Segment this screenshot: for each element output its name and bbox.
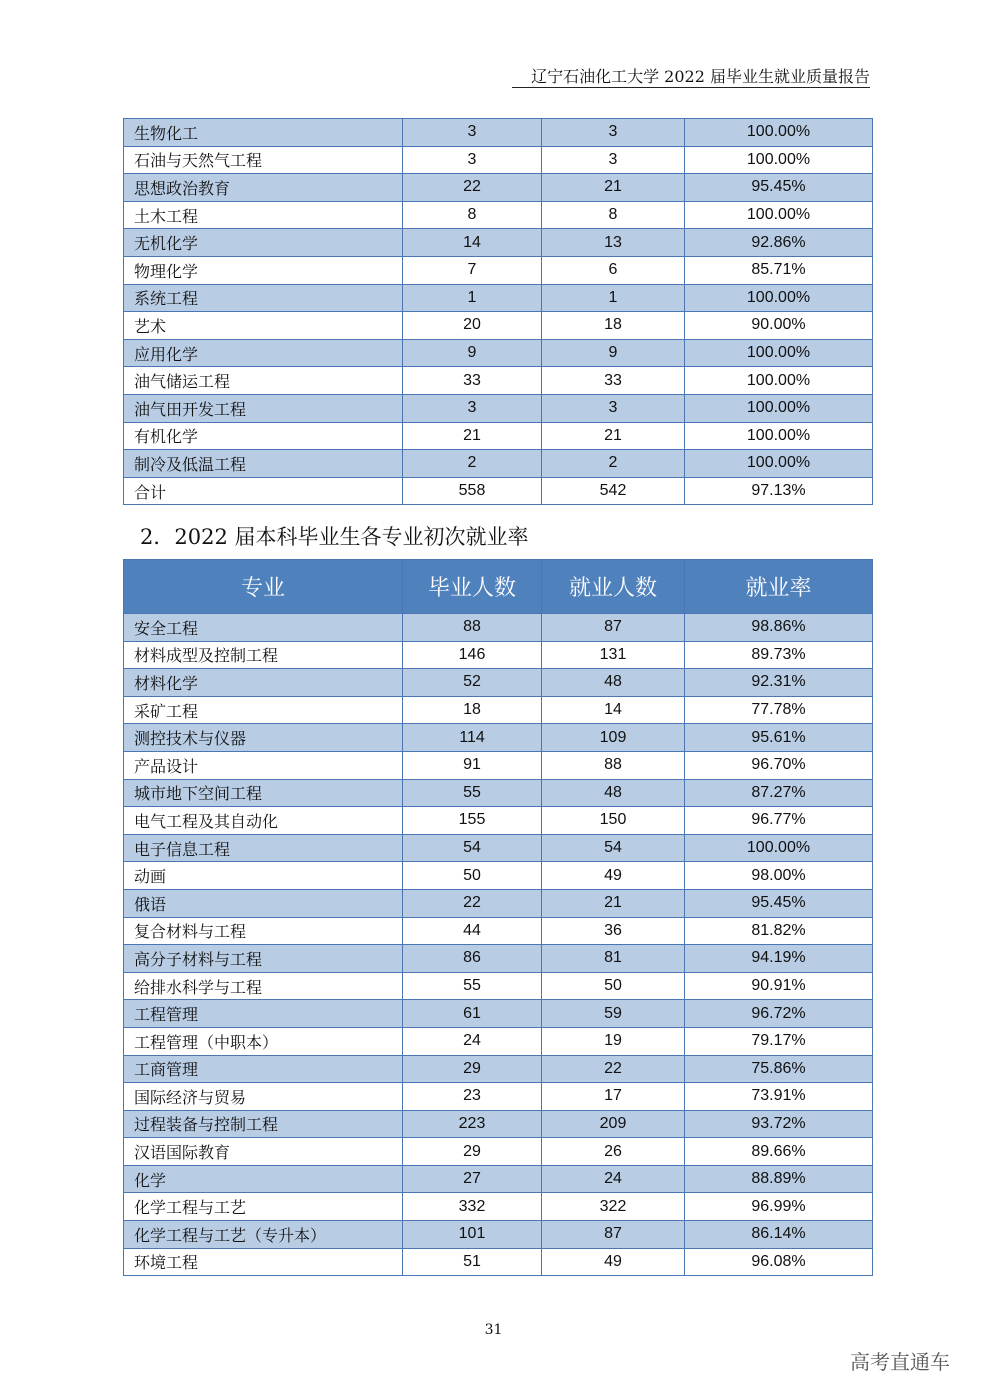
cell-major: 环境工程 [124,1248,403,1276]
cell-employed: 50 [542,972,685,1000]
table-row [124,284,873,312]
cell-employed: 150 [542,807,685,835]
cell-employed: 26 [542,1138,685,1166]
cell-employed: 3 [542,119,685,147]
cell-employed: 14 [542,696,685,724]
cell-employed: 36 [542,917,685,945]
table-row [124,696,873,724]
cell-major: 油气田开发工程 [124,394,403,422]
cell-employed: 48 [542,669,685,697]
cell-major: 油气储运工程 [124,367,403,395]
cell-rate: 100.00% [685,146,873,174]
cell-employed: 2 [542,450,685,478]
header-divider [512,87,870,88]
cell-employed: 18 [542,312,685,340]
table-row [124,339,873,367]
cell-major: 艺术 [124,312,403,340]
cell-rate: 85.71% [685,256,873,284]
cell-graduates: 52 [403,669,542,697]
cell-graduates: 88 [403,614,542,642]
cell-employed: 1 [542,284,685,312]
cell-graduates: 29 [403,1138,542,1166]
table-row [124,367,873,395]
cell-major: 工程管理 [124,1000,403,1028]
cell-major: 产品设计 [124,751,403,779]
cell-major: 制冷及低温工程 [124,450,403,478]
cell-graduates: 223 [403,1110,542,1138]
cell-employed: 22 [542,1055,685,1083]
cell-major: 化学工程与工艺 [124,1193,403,1221]
cell-rate: 95.45% [685,889,873,917]
cell-graduates: 61 [403,1000,542,1028]
cell-rate: 73.91% [685,1083,873,1111]
cell-rate: 86.14% [685,1221,873,1249]
cell-rate: 95.61% [685,724,873,752]
table-row [124,889,873,917]
cell-graduates: 155 [403,807,542,835]
cell-employed: 21 [542,174,685,202]
cell-graduates: 101 [403,1221,542,1249]
table-row [124,394,873,422]
cell-graduates: 332 [403,1193,542,1221]
cell-major: 城市地下空间工程 [124,779,403,807]
cell-employed: 49 [542,862,685,890]
cell-graduates: 1 [403,284,542,312]
cell-employed: 49 [542,1248,685,1276]
cell-rate: 87.27% [685,779,873,807]
cell-major: 安全工程 [124,614,403,642]
cell-rate: 88.89% [685,1165,873,1193]
cell-graduates: 3 [403,394,542,422]
bottom-table [123,559,873,1276]
cell-employed: 54 [542,834,685,862]
cell-major: 材料成型及控制工程 [124,641,403,669]
section-heading: 2．2022 届本科毕业生各专业初次就业率 [140,525,529,549]
cell-major: 石油与天然气工程 [124,146,403,174]
cell-graduates: 51 [403,1248,542,1276]
cell-major: 采矿工程 [124,696,403,724]
cell-major: 工程管理（中职本） [124,1027,403,1055]
cell-rate: 97.13% [685,477,873,505]
cell-rate: 98.00% [685,862,873,890]
cell-employed: 542 [542,477,685,505]
bottom-table-body [124,614,873,1276]
table-row [124,1248,873,1276]
cell-employed: 87 [542,614,685,642]
cell-graduates: 22 [403,889,542,917]
cell-major: 土木工程 [124,201,403,229]
cell-employed: 81 [542,945,685,973]
cell-rate: 100.00% [685,119,873,147]
cell-employed: 9 [542,339,685,367]
cell-employed: 19 [542,1027,685,1055]
cell-graduates: 29 [403,1055,542,1083]
cell-major: 材料化学 [124,669,403,697]
table-row [124,1138,873,1166]
table-row [124,119,873,147]
cell-employed: 21 [542,889,685,917]
table-row [124,834,873,862]
table-row [124,669,873,697]
cell-major: 物理化学 [124,256,403,284]
top-table-body [124,119,873,505]
cell-major: 应用化学 [124,339,403,367]
cell-rate: 92.31% [685,669,873,697]
cell-graduates: 27 [403,1165,542,1193]
cell-rate: 96.72% [685,1000,873,1028]
cell-graduates: 54 [403,834,542,862]
table-row [124,146,873,174]
cell-rate: 81.82% [685,917,873,945]
table-row [124,256,873,284]
table-row [124,972,873,1000]
cell-graduates: 20 [403,312,542,340]
cell-rate: 100.00% [685,367,873,395]
cell-major: 动画 [124,862,403,890]
cell-graduates: 146 [403,641,542,669]
cell-rate: 96.77% [685,807,873,835]
cell-major: 无机化学 [124,229,403,257]
cell-graduates: 8 [403,201,542,229]
cell-graduates: 3 [403,146,542,174]
cell-graduates: 33 [403,367,542,395]
cell-major: 生物化工 [124,119,403,147]
cell-employed: 6 [542,256,685,284]
table-row [124,779,873,807]
cell-employed: 3 [542,394,685,422]
cell-employed: 48 [542,779,685,807]
cell-major: 电子信息工程 [124,834,403,862]
header-employed: 就业人数 [542,560,685,614]
table-row [124,917,873,945]
cell-rate: 100.00% [685,339,873,367]
cell-employed: 322 [542,1193,685,1221]
cell-rate: 100.00% [685,450,873,478]
cell-major: 系统工程 [124,284,403,312]
header-graduates: 毕业人数 [403,560,542,614]
cell-employed: 17 [542,1083,685,1111]
cell-rate: 94.19% [685,945,873,973]
page-number: 31 [484,1322,503,1338]
cell-rate: 100.00% [685,422,873,450]
cell-rate: 96.99% [685,1193,873,1221]
cell-graduates: 3 [403,119,542,147]
top-table [123,118,873,505]
cell-employed: 59 [542,1000,685,1028]
cell-rate: 89.73% [685,641,873,669]
cell-rate: 100.00% [685,394,873,422]
cell-rate: 98.86% [685,614,873,642]
table-row [124,229,873,257]
cell-employed: 131 [542,641,685,669]
cell-employed: 109 [542,724,685,752]
cell-graduates: 14 [403,229,542,257]
table-row [124,477,873,505]
table-row [124,1083,873,1111]
cell-graduates: 44 [403,917,542,945]
table-row [124,751,873,779]
cell-employed: 21 [542,422,685,450]
cell-graduates: 21 [403,422,542,450]
header-rate: 就业率 [685,560,873,614]
cell-employed: 209 [542,1110,685,1138]
table-row [124,641,873,669]
cell-major: 电气工程及其自动化 [124,807,403,835]
cell-rate: 100.00% [685,834,873,862]
table-row [124,614,873,642]
bottom-table-header [124,560,873,614]
cell-major: 测控技术与仪器 [124,724,403,752]
cell-graduates: 24 [403,1027,542,1055]
watermark-text: 高考直通车 [850,1350,950,1374]
cell-graduates: 55 [403,779,542,807]
cell-rate: 96.70% [685,751,873,779]
cell-employed: 8 [542,201,685,229]
cell-major: 化学工程与工艺（专升本） [124,1221,403,1249]
cell-major: 过程装备与控制工程 [124,1110,403,1138]
table-row [124,945,873,973]
cell-graduates: 2 [403,450,542,478]
table-row [124,174,873,202]
table-row [124,201,873,229]
table-row [124,807,873,835]
cell-rate: 75.86% [685,1055,873,1083]
cell-graduates: 50 [403,862,542,890]
cell-major: 有机化学 [124,422,403,450]
header-major: 专业 [124,560,403,614]
table-row [124,862,873,890]
cell-major: 俄语 [124,889,403,917]
cell-employed: 13 [542,229,685,257]
table-row [124,1055,873,1083]
table-row [124,312,873,340]
cell-graduates: 23 [403,1083,542,1111]
cell-rate: 92.86% [685,229,873,257]
table-row [124,1193,873,1221]
cell-major: 工商管理 [124,1055,403,1083]
cell-major: 给排水科学与工程 [124,972,403,1000]
cell-graduates: 55 [403,972,542,1000]
cell-rate: 89.66% [685,1138,873,1166]
cell-rate: 90.91% [685,972,873,1000]
cell-graduates: 558 [403,477,542,505]
table-row [124,1110,873,1138]
table-row [124,1000,873,1028]
cell-rate: 96.08% [685,1248,873,1276]
table-row [124,724,873,752]
cell-rate: 79.17% [685,1027,873,1055]
cell-graduates: 86 [403,945,542,973]
cell-major: 合计 [124,477,403,505]
cell-employed: 87 [542,1221,685,1249]
cell-graduates: 9 [403,339,542,367]
cell-employed: 33 [542,367,685,395]
cell-major: 化学 [124,1165,403,1193]
table-row [124,1165,873,1193]
cell-rate: 93.72% [685,1110,873,1138]
table-row [124,450,873,478]
cell-graduates: 7 [403,256,542,284]
cell-employed: 3 [542,146,685,174]
cell-graduates: 18 [403,696,542,724]
cell-major: 国际经济与贸易 [124,1083,403,1111]
cell-graduates: 22 [403,174,542,202]
cell-major: 复合材料与工程 [124,917,403,945]
cell-major: 高分子材料与工程 [124,945,403,973]
cell-major: 思想政治教育 [124,174,403,202]
table-row [124,1221,873,1249]
cell-rate: 100.00% [685,284,873,312]
table-row [124,1027,873,1055]
cell-major: 汉语国际教育 [124,1138,403,1166]
cell-rate: 77.78% [685,696,873,724]
cell-graduates: 114 [403,724,542,752]
cell-employed: 24 [542,1165,685,1193]
cell-rate: 95.45% [685,174,873,202]
cell-rate: 100.00% [685,201,873,229]
cell-graduates: 91 [403,751,542,779]
header-row [124,560,873,614]
table-row [124,422,873,450]
cell-rate: 90.00% [685,312,873,340]
cell-employed: 88 [542,751,685,779]
page-header-title: 辽宁石油化工大学 2022 届毕业生就业质量报告 [531,67,870,86]
